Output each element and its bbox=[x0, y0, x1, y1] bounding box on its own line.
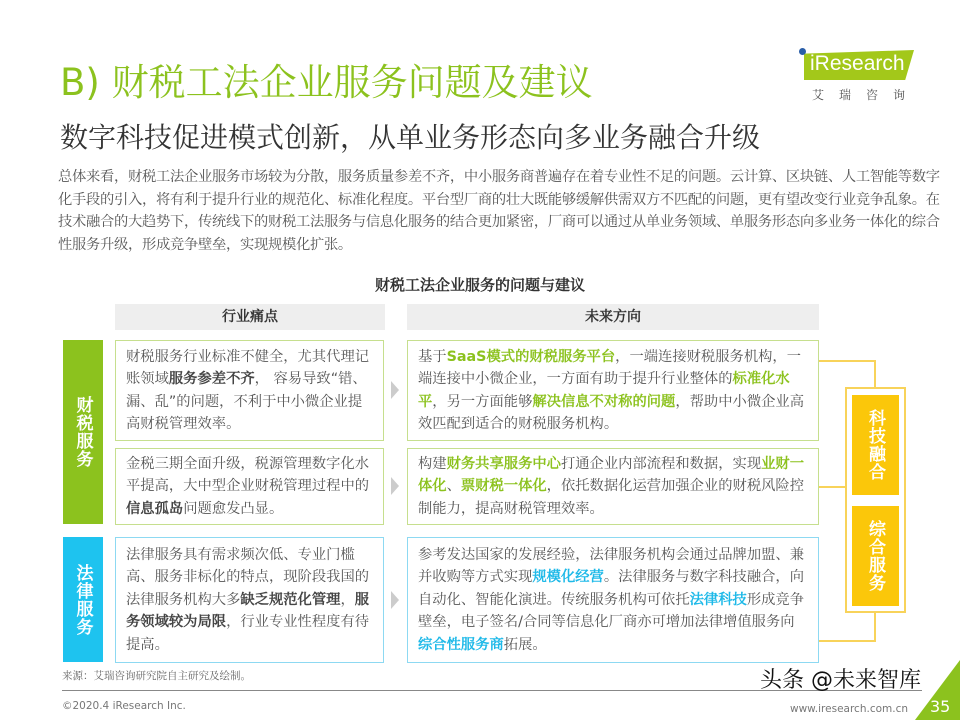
highlight-text: 解决信息不对称的问题 bbox=[532, 393, 676, 410]
text-segment: 金税三期全面升级，税源管理数字化水平提高，大中型企业财税管理过程中的 bbox=[126, 455, 370, 495]
text-segment: ，一端连接财税服务机构，一端连接中小微企业，一方面有助于提升行业整体的 bbox=[418, 348, 802, 387]
box-text bbox=[418, 346, 808, 436]
text-segment: 。法律服务与数字科技融合，向自动化、智能化演进。传统服务机构可依托 bbox=[418, 569, 805, 608]
highlight-text: SaaS模式的财税服务平台 bbox=[446, 348, 616, 365]
connector-line bbox=[819, 360, 875, 362]
column-header-future-direction: 未来方向 bbox=[407, 304, 819, 330]
text-segment: ，行业专业性程度有待提高。 bbox=[126, 614, 370, 653]
highlight-text: 业财一体化 bbox=[418, 455, 805, 495]
connector-line bbox=[874, 360, 876, 388]
arrow-right-icon bbox=[391, 477, 399, 495]
outcome-tech-fusion: 科技融合 bbox=[852, 395, 899, 495]
text-segment: ， 容易导致“错、漏、乱”的问题，不利于中小微企业提高财税管理效率。 bbox=[126, 371, 367, 432]
intro-paragraph: 总体来看，财税工法企业服务市场较为分散，服务质量参差不齐，中小服务商普遍存在着专业性不足的问题。云计算、区块链、人工智能等数字化手段的引入，将有利于提升行业的规范化、标准化程度。平台型厂商的壮大既能够缓解供需双方不匹配的问题，更有望改变行业竞争乱象。在技术融合的大趋势下，传统线下的财税工法服务与信息化服务的结合更加紧密，厂商可以通过从单业务领域、单服务形态向多业务一体化的综合性服务升级，形成竞争壁垒，实现规模化扩张。 bbox=[58, 169, 940, 253]
highlight-text: 法律科技 bbox=[689, 591, 747, 608]
source-note: 来源：艾瑞咨询研究院自主研究及绘制。 bbox=[62, 670, 251, 682]
column-header-pain-points: 行业痛点 bbox=[115, 304, 385, 330]
box-text bbox=[418, 544, 808, 657]
logo-brand: iResearch bbox=[810, 52, 905, 75]
highlight-text: 标准化水平 bbox=[418, 371, 790, 410]
highlight-text: 规模化经营 bbox=[532, 569, 604, 586]
logo-dot bbox=[799, 48, 806, 55]
watermark: 头条 @未来智库 bbox=[760, 668, 921, 693]
text-segment: 拓展。 bbox=[503, 636, 547, 653]
iresearch-logo bbox=[790, 50, 920, 110]
page-title: B) 财税工法企业服务问题及建议 bbox=[60, 61, 593, 104]
text-segment: ，帮助中小微企业高效匹配到适合的财税服务机构。 bbox=[418, 393, 805, 432]
box-text bbox=[126, 544, 373, 657]
box-text bbox=[126, 453, 373, 521]
diagram-title: 财税工法企业服务的问题与建议 bbox=[374, 276, 585, 294]
outcome-integrated-services: 综合服务 bbox=[852, 506, 899, 606]
future-direction-box bbox=[407, 340, 819, 441]
pain-point-box bbox=[115, 537, 384, 663]
text-segment: 基于 bbox=[418, 348, 447, 365]
highlight-text: 财务共享服务中心 bbox=[446, 455, 561, 472]
text-segment: 打通企业内部流程和数据，实现 bbox=[560, 455, 762, 472]
future-direction-box bbox=[407, 448, 819, 525]
arrow-right-icon bbox=[391, 381, 399, 399]
pain-point-box bbox=[115, 448, 384, 525]
group-label-legal-services: 法律服务 bbox=[63, 537, 103, 662]
connector-line bbox=[819, 486, 845, 488]
group-label-tax-services: 财税服务 bbox=[63, 340, 103, 524]
text-segment: 参考发达国家的发展经验，法律服务机构会通过品牌加盟、兼并收购等方式实现 bbox=[418, 546, 805, 586]
logo-cn: 艾瑞咨询 bbox=[812, 88, 921, 102]
highlight-text: 服务参差不齐 bbox=[168, 371, 255, 387]
website: www.iresearch.com.cn bbox=[790, 703, 909, 715]
text-segment: 形成竞争壁垒，电子签名/合同等信息化厂商亦可增加法律增值服务向 bbox=[418, 591, 805, 631]
text-segment: 法律服务具有需求频次低、专业门槛高、服务非标化的特点，现阶段我国的法律服务机构大多 bbox=[126, 546, 370, 608]
pain-point-box bbox=[115, 340, 384, 441]
text-segment: ， bbox=[340, 591, 355, 608]
highlight-text: 缺乏规范化管理 bbox=[240, 591, 341, 608]
future-direction-box bbox=[407, 537, 819, 663]
page-subtitle: 数字科技促进模式创新，从单业务形态向多业务融合升级 bbox=[60, 121, 761, 154]
text-segment: 构建 bbox=[418, 455, 447, 472]
text-segment: 问题愈发凸显。 bbox=[183, 500, 284, 517]
box-text bbox=[126, 346, 373, 436]
copyright: ©2020.4 iResearch Inc. bbox=[62, 700, 186, 712]
text-segment: ，依托数据化运营加强企业的财税风险控制能力，提高财税管理效率。 bbox=[418, 478, 805, 517]
connector-line bbox=[874, 612, 876, 642]
highlight-text: 服务领域较为局限 bbox=[126, 591, 370, 631]
text-segment: ，另一方面能够 bbox=[432, 393, 533, 410]
arrow-right-icon bbox=[391, 591, 399, 609]
highlight-text: 信息孤岛 bbox=[126, 500, 184, 517]
page-number: 35 bbox=[930, 697, 951, 716]
text-segment: 财税服务行业标准不健全，尤其代理记账领域 bbox=[126, 348, 370, 387]
box-text bbox=[418, 453, 808, 521]
highlight-text: 综合性服务商 bbox=[418, 636, 504, 653]
connector-line bbox=[819, 640, 875, 642]
text-segment: 、 bbox=[446, 478, 461, 495]
highlight-text: 票财税一体化 bbox=[460, 478, 547, 495]
